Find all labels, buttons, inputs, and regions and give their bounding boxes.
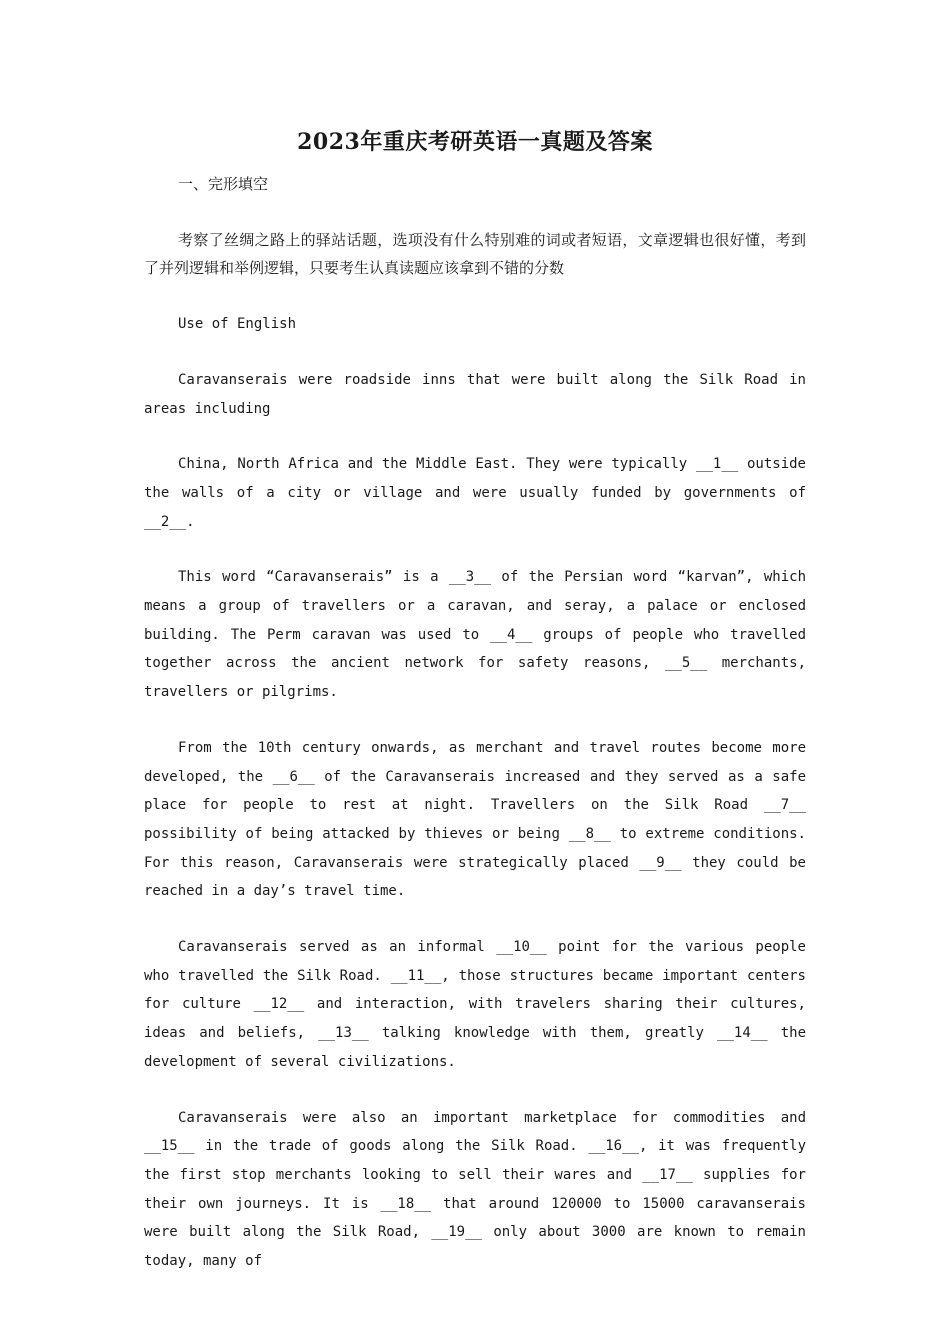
- section-heading: 一、完形填空: [178, 175, 269, 193]
- document-title: 2023年重庆考研英语一真题及答案: [297, 129, 653, 155]
- passage-paragraph-1: Caravanserais were roadside inns that were built along the Silk Road in areas including: [144, 371, 806, 417]
- part-label: Use of English: [178, 316, 297, 333]
- passage-paragraph-4: From the 10th century onwards, as merchant and travel routes become more developed, the __6__ of the Caravanserais increased and they served as a safe place for people to rest at night. Travellers on the Silk Road __7__ possibility of being attacked by thieves or being __8__ to extreme conditions. For this reason, Caravanserais were strategically placed __9__ they could be reached in a day’s travel time.: [144, 739, 806, 900]
- passage-paragraph-3: This word “Caravanserais” is a __3__ of the Persian word “karvan”, which means a group of travellers or a caravan, and seray, a palace or enclosed building. The Perm caravan was used to __4__ groups of people who travelled together across the ancient network for safety reasons, __5__ merchants, travellers or pilgrims.: [144, 569, 806, 701]
- passage-paragraph-2: China, North Africa and the Middle East. They were typically __1__ outside the walls of a city or village and were usually funded by governments of __2__.: [144, 456, 806, 530]
- passage-paragraph-6: Caravanserais were also an important marketplace for commodities and __15__ in the trade of goods along the Silk Road. __16__, it was frequently the first stop merchants looking to sell their wares and __17__ supplies for their own journeys. It is __18__ that around 120000 to 15000 caravanserais were built along the Silk Road, __19__ only about 3000 are known to remain today, many of: [144, 1109, 806, 1270]
- intro-paragraph: 考察了丝绸之路上的驿站话题，选项没有什么特别难的词或者短语，文章逻辑也很好懂，考到了并列逻辑和举例逻辑，只要考生认真读题应该拿到不错的分数: [144, 230, 806, 278]
- passage-paragraph-5: Caravanserais served as an informal __10__ point for the various people who travelled the Silk Road. __11__, those structures became important centers for culture __12__ and interaction, with travelers sharing their cultures, ideas and beliefs, __13__ talking knowledge with them, greatly __14__ the development of several civilizations.: [144, 939, 806, 1070]
- document-page: [144, 124, 806, 1276]
